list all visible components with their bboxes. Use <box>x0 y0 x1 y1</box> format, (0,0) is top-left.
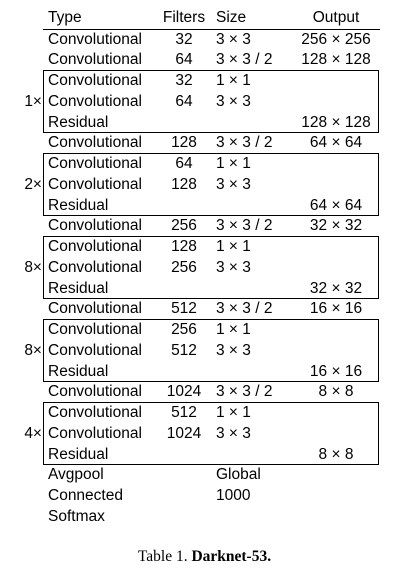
table-row <box>0 92 409 113</box>
layer-type: Convolutional <box>48 383 142 401</box>
layer-size: 3 × 3 / 2 <box>216 217 273 235</box>
table-row <box>0 196 409 217</box>
layer-type: Connected <box>48 487 123 504</box>
table-row <box>0 133 409 154</box>
layer-size: 1 × 1 <box>216 404 251 421</box>
layer-type: Residual <box>48 362 109 380</box>
layer-filters: 128 <box>171 134 197 152</box>
table-row <box>0 320 409 341</box>
layer-type: Avgpool <box>48 466 104 484</box>
layer-type: Residual <box>48 113 109 131</box>
header-size: Size <box>216 9 247 26</box>
layer-output: 32 × 32 <box>309 217 363 235</box>
layer-filters: 64 <box>175 51 193 69</box>
layer-type: Convolutional <box>48 217 142 235</box>
layer-type: Softmax <box>48 507 105 525</box>
repeat-count: 8× <box>24 258 42 276</box>
layer-type: Convolutional <box>48 341 142 359</box>
header-output: Output <box>312 9 360 26</box>
table-row <box>0 258 409 279</box>
layer-type: Convolutional <box>48 92 142 110</box>
table-row <box>0 154 409 175</box>
table-row <box>0 175 409 196</box>
layer-filters: 1024 <box>166 383 202 401</box>
table-row <box>0 424 409 445</box>
layer-type: Convolutional <box>48 321 142 338</box>
layer-filters: 64 <box>175 155 193 172</box>
layer-size: 3 × 3 <box>216 258 251 276</box>
table-row <box>0 279 409 300</box>
layer-filters: 128 <box>171 238 197 255</box>
layer-type: Convolutional <box>48 238 142 255</box>
layer-filters: 512 <box>171 341 197 359</box>
layer-type: Residual <box>48 196 109 214</box>
table-row <box>0 403 409 424</box>
header-filters: Filters <box>162 9 206 26</box>
layer-size: 3 × 3 <box>216 341 251 359</box>
layer-output: 32 × 32 <box>309 279 363 297</box>
repeat-count: 4× <box>24 424 42 442</box>
layer-type: Convolutional <box>48 51 142 69</box>
layer-filters: 128 <box>171 175 197 193</box>
layer-size: 3 × 3 / 2 <box>216 134 273 152</box>
caption-title: Darknet-53. <box>191 548 272 565</box>
layer-size: 1 × 1 <box>216 321 251 338</box>
repeat-count: 2× <box>24 175 42 193</box>
layer-size: 3 × 3 <box>216 92 251 110</box>
table-row <box>0 299 409 320</box>
layer-size: 3 × 3 <box>216 424 251 442</box>
layer-output: 256 × 256 <box>301 30 371 48</box>
layer-type: Convolutional <box>48 258 142 276</box>
layer-filters: 512 <box>171 300 197 318</box>
table-row <box>0 465 409 486</box>
layer-type: Convolutional <box>48 175 142 193</box>
layer-output: 128 × 128 <box>301 113 371 131</box>
layer-size: 3 × 3 <box>216 175 251 193</box>
layer-type: Convolutional <box>48 72 142 89</box>
layer-type: Convolutional <box>48 424 142 442</box>
layer-filters: 32 <box>175 30 193 48</box>
table-row <box>0 30 409 51</box>
repeat-count: 8× <box>24 341 42 359</box>
layer-size: 3 × 3 <box>216 30 251 48</box>
table-caption <box>0 548 409 566</box>
layer-filters: 512 <box>171 404 197 421</box>
layer-size: 3 × 3 / 2 <box>216 51 273 69</box>
layer-output: 128 × 128 <box>301 51 371 69</box>
header-type: Type <box>48 9 82 26</box>
layer-filters: 256 <box>171 217 197 235</box>
layer-size: Global <box>216 466 261 484</box>
layer-type: Residual <box>48 445 109 463</box>
layer-filters: 1024 <box>166 424 202 442</box>
table-row <box>0 382 409 403</box>
table-row <box>0 216 409 237</box>
layer-filters: 32 <box>175 72 193 89</box>
layer-filters: 64 <box>175 92 193 110</box>
layer-type: Residual <box>48 279 109 297</box>
layer-type: Convolutional <box>48 300 142 318</box>
repeat-count: 1× <box>24 92 42 110</box>
layer-output: 16 × 16 <box>309 300 363 318</box>
layer-output: 8 × 8 <box>318 383 354 401</box>
table-row <box>0 486 409 507</box>
table-row <box>0 507 409 528</box>
layer-filters: 256 <box>171 321 197 338</box>
layer-filters: 256 <box>171 258 197 276</box>
layer-size: 1000 <box>216 487 251 504</box>
layer-size: 1 × 1 <box>216 72 251 89</box>
layer-output: 64 × 64 <box>309 134 363 152</box>
layer-output: 8 × 8 <box>318 445 354 463</box>
table-row <box>0 445 409 466</box>
table-row <box>0 50 409 71</box>
layer-output: 16 × 16 <box>309 362 363 380</box>
layer-type: Convolutional <box>48 404 142 421</box>
layer-size: 3 × 3 / 2 <box>216 300 273 318</box>
table-row <box>0 237 409 258</box>
layer-type: Convolutional <box>48 134 142 152</box>
table-header <box>0 8 409 29</box>
layer-size: 3 × 3 / 2 <box>216 383 273 401</box>
layer-output: 64 × 64 <box>309 196 363 214</box>
layer-type: Convolutional <box>48 30 142 48</box>
table-row <box>0 341 409 362</box>
caption-prefix: Table 1. <box>137 548 192 565</box>
table-row <box>0 113 409 134</box>
layer-size: 1 × 1 <box>216 238 251 255</box>
table-row <box>0 71 409 92</box>
table-row <box>0 362 409 383</box>
layer-size: 1 × 1 <box>216 155 251 172</box>
layer-type: Convolutional <box>48 155 142 172</box>
